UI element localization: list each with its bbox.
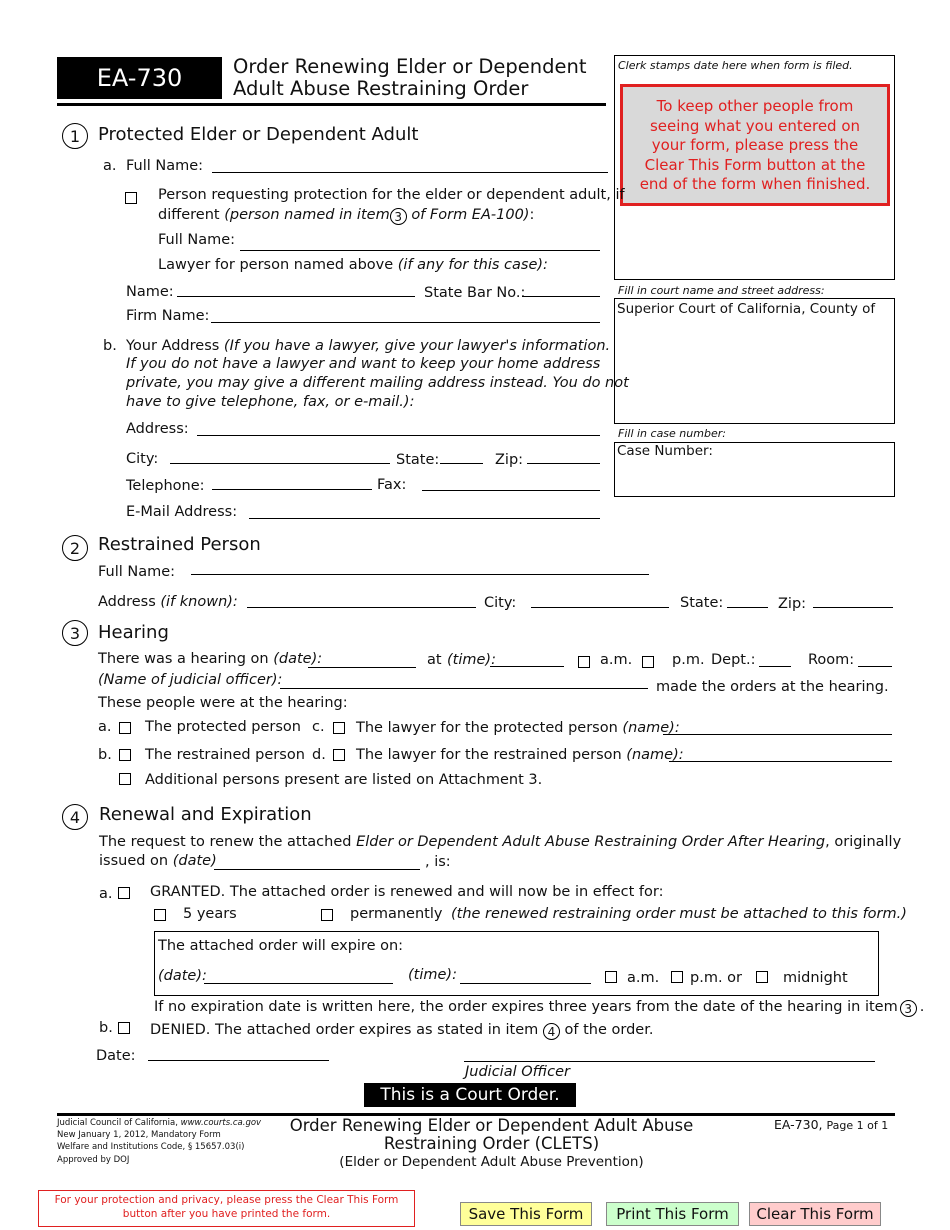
s1-address-instr-1b: (If you have a lawyer, give your lawyer's information. bbox=[223, 338, 611, 354]
s3-hearing-label-b: (date): bbox=[273, 651, 323, 667]
section-4-title: Renewal and Expiration bbox=[99, 804, 312, 825]
s1-email-input[interactable] bbox=[249, 518, 600, 519]
s1-state-input[interactable] bbox=[440, 463, 483, 464]
s3-am-label: a.m. bbox=[600, 652, 633, 668]
footer-page-number: Page 1 of 1 bbox=[826, 1119, 889, 1132]
s1-requester-form-ref: of Form EA-100) bbox=[411, 207, 530, 223]
s2-city-label: City: bbox=[484, 595, 517, 611]
s3-pm-checkbox[interactable] bbox=[642, 656, 654, 668]
s1-lawyer-name-input[interactable] bbox=[177, 296, 415, 297]
s4-issued-date-input[interactable] bbox=[214, 869, 420, 870]
s4-judicial-officer-label: Judicial Officer bbox=[465, 1064, 570, 1080]
s1-bar-no-label: State Bar No.: bbox=[424, 285, 526, 301]
s3-room-input[interactable] bbox=[858, 666, 892, 667]
s3-at-label: at bbox=[427, 652, 442, 668]
footer-left-2: New January 1, 2012, Mandatory Form bbox=[57, 1130, 221, 1140]
court-box-label: Fill in court name and street address: bbox=[618, 284, 825, 297]
s4-granted-text: The attached order is renewed and will now be in effect for: bbox=[229, 884, 664, 900]
print-form-button[interactable]: Print This Form bbox=[606, 1202, 739, 1226]
s1-fax-label: Fax: bbox=[377, 477, 407, 493]
s1-requester-item-ref: (person named in item bbox=[224, 207, 390, 223]
s3-restrained-person-label: The restrained person bbox=[145, 747, 305, 763]
section-3-title: Hearing bbox=[98, 622, 169, 643]
s4-exp-time-label: (time): bbox=[408, 967, 457, 983]
s1-lawyer-label-b: (if any for this case): bbox=[397, 257, 548, 273]
header-rule bbox=[57, 103, 606, 106]
s3-restrained-lawyer-label bbox=[356, 746, 684, 764]
s4-attach-note: (the renewed restraining order must be attached to this form.) bbox=[451, 906, 907, 922]
s3-protected-lawyer-label-a: The lawyer for the protected person bbox=[356, 720, 618, 736]
s3-hearing-label-a: There was a hearing on bbox=[98, 651, 269, 667]
footer-right bbox=[774, 1117, 888, 1134]
s4-granted-checkbox[interactable] bbox=[118, 887, 130, 899]
s3-pm-label: p.m. bbox=[672, 652, 705, 668]
s3-a-letter: a. bbox=[98, 719, 112, 735]
s4-permanently-checkbox[interactable] bbox=[321, 909, 333, 921]
s2-city-input[interactable] bbox=[531, 607, 669, 608]
s3-restrained-lawyer-label-a: The lawyer for the restrained person bbox=[356, 747, 622, 763]
s4-exp-pm-label: p.m. or bbox=[690, 970, 742, 986]
s3-judicial-officer-label: (Name of judicial officer): bbox=[98, 672, 283, 688]
s3-restrained-lawyer-label-b: (name): bbox=[626, 747, 684, 763]
s1-email-label: E-Mail Address: bbox=[126, 504, 238, 520]
form-code-box bbox=[57, 57, 222, 99]
s3-b-letter: b. bbox=[98, 747, 112, 763]
s1-lawyer-label bbox=[158, 256, 548, 274]
s2-address-label-b: (if known): bbox=[160, 594, 238, 610]
s1-address-heading: Your Address bbox=[126, 338, 220, 354]
s1-requester-full-name-label: Full Name: bbox=[158, 232, 236, 248]
s1-telephone-input[interactable] bbox=[212, 489, 372, 490]
s4-exp-midnight-label: midnight bbox=[783, 970, 848, 986]
s3-present-label: These people were at the hearing: bbox=[98, 695, 348, 711]
footer-title-1: Order Renewing Elder or Dependent Adult Abuse bbox=[289, 1116, 694, 1135]
s3-hearing-label bbox=[98, 650, 322, 668]
s4-denied-checkbox[interactable] bbox=[118, 1022, 130, 1034]
s1-state-label: State: bbox=[396, 452, 440, 468]
s4-issued-label bbox=[99, 852, 217, 870]
s4-granted-line bbox=[150, 883, 663, 901]
s2-address-label bbox=[98, 593, 238, 611]
section-1-number: 1 bbox=[62, 123, 88, 149]
s4-a-letter: a. bbox=[99, 886, 113, 902]
s4-granted-label: GRANTED. bbox=[150, 884, 226, 900]
footer-website-link[interactable]: www.courts.ca.gov bbox=[180, 1118, 262, 1128]
s3-protected-lawyer-label bbox=[356, 719, 680, 737]
s3-judicial-officer-input[interactable] bbox=[280, 688, 648, 689]
s1-lawyer-label-a: Lawyer for person named above bbox=[158, 257, 394, 273]
s1-address-instr-4: have to give telephone, fax, or e-mail.): bbox=[126, 394, 415, 410]
s2-address-input[interactable] bbox=[247, 607, 476, 608]
s4-denied-line bbox=[150, 1021, 653, 1040]
court-order-banner bbox=[364, 1083, 576, 1107]
footer-left-3: Welfare and Institutions Code, § 15657.03(i) bbox=[57, 1142, 245, 1152]
section-2-title: Restrained Person bbox=[98, 534, 261, 555]
s3-protected-person-checkbox[interactable] bbox=[119, 722, 131, 734]
s1-telephone-label: Telephone: bbox=[126, 478, 205, 494]
s1-requester-different: different bbox=[158, 207, 220, 223]
s4-b-letter: b. bbox=[99, 1020, 113, 1036]
s1-a-letter: a. bbox=[103, 158, 117, 174]
footer-title-3: (Elder or Dependent Adult Abuse Prevention) bbox=[339, 1154, 644, 1170]
footer-left-4: Approved by DOJ bbox=[57, 1155, 130, 1165]
s4-exp-pm-checkbox[interactable] bbox=[671, 971, 683, 983]
s1-address-input[interactable] bbox=[197, 435, 600, 436]
footer-left-1 bbox=[57, 1118, 261, 1129]
s1-b-letter: b. bbox=[103, 338, 117, 354]
case-number-label: Case Number: bbox=[617, 443, 713, 459]
s1-zip-label: Zip: bbox=[495, 452, 524, 468]
form-code: EA-730 bbox=[96, 64, 183, 92]
s4-request-c: , originally bbox=[825, 834, 902, 850]
s3-restrained-person-checkbox[interactable] bbox=[119, 749, 131, 761]
s4-exp-am-checkbox[interactable] bbox=[605, 971, 617, 983]
s3-protected-lawyer-label-b: (name): bbox=[622, 720, 680, 736]
s2-full-name-label: Full Name: bbox=[98, 564, 176, 580]
s4-exp-date-input[interactable] bbox=[204, 983, 393, 984]
s1-name-label: Name: bbox=[126, 284, 174, 300]
s4-issued-c: , is: bbox=[425, 854, 451, 870]
s2-zip-input[interactable] bbox=[813, 607, 893, 608]
s3-protected-lawyer-input[interactable] bbox=[663, 734, 892, 735]
s1-city-input[interactable] bbox=[170, 463, 390, 464]
s4-5-years-checkbox[interactable] bbox=[154, 909, 166, 921]
s2-state-label: State: bbox=[680, 595, 724, 611]
s1-requester-line1: Person requesting protection for the elder or dependent adult, if bbox=[158, 187, 625, 203]
bottom-privacy-text: For your protection and privacy, please press the Clear This Form button after you have printed the form. bbox=[54, 1194, 399, 1220]
bottom-privacy-notice bbox=[38, 1190, 415, 1227]
s2-state-input[interactable] bbox=[727, 607, 768, 608]
s1-address-instr-2: If you do not have a lawyer and want to keep your home address bbox=[126, 356, 601, 372]
footer-center bbox=[250, 1116, 733, 1172]
s2-zip-label: Zip: bbox=[778, 596, 807, 612]
section-1-title: Protected Elder or Dependent Adult bbox=[98, 124, 419, 145]
s4-issued-a: issued on bbox=[99, 853, 169, 869]
s4-judicial-signature-line[interactable] bbox=[464, 1061, 875, 1062]
section-2-number: 2 bbox=[62, 535, 88, 561]
case-box-label: Fill in case number: bbox=[618, 427, 726, 440]
s1-full-name-input[interactable] bbox=[212, 172, 608, 173]
s1-fax-input[interactable] bbox=[422, 490, 600, 491]
s3-restrained-lawyer-input[interactable] bbox=[669, 761, 892, 762]
form-title-line1: Order Renewing Elder or Dependent bbox=[233, 55, 587, 78]
s1-address-label: Address: bbox=[126, 421, 189, 437]
court-name-value: Superior Court of California, County of bbox=[617, 301, 876, 317]
section-4-number: 4 bbox=[62, 804, 88, 830]
s3-time-input[interactable] bbox=[490, 666, 564, 667]
s4-denied-label: DENIED. bbox=[150, 1022, 211, 1038]
s4-denied-text: The attached order expires as stated in item bbox=[215, 1022, 539, 1038]
footer-form-code: EA-730, bbox=[774, 1117, 823, 1132]
s4-request-order-name: Elder or Dependent Adult Abuse Restraining Order After Hearing bbox=[356, 834, 826, 850]
s3-additional-label: Additional persons present are listed on Attachment 3. bbox=[145, 772, 543, 788]
s3-dept-label: Dept.: bbox=[711, 652, 756, 668]
s3-dept-input[interactable] bbox=[759, 666, 791, 667]
s4-exp-date-label: (date): bbox=[158, 968, 207, 984]
s4-permanently-label: permanently bbox=[350, 906, 443, 922]
s1-requester-colon: : bbox=[529, 207, 535, 223]
s1-firm-label: Firm Name: bbox=[126, 308, 210, 324]
s4-5-years-label: 5 years bbox=[183, 906, 237, 922]
s1-firm-input[interactable] bbox=[211, 322, 600, 323]
s1-bar-no-input[interactable] bbox=[522, 296, 600, 297]
s3-c-letter: c. bbox=[312, 719, 325, 735]
s3-restrained-lawyer-checkbox[interactable] bbox=[333, 749, 345, 761]
s3-d-letter: d. bbox=[312, 747, 326, 763]
s1-requester-full-name-input[interactable] bbox=[240, 250, 600, 251]
s4-no-expiration-note bbox=[154, 998, 924, 1017]
item-3-ref-icon: 3 bbox=[900, 1000, 917, 1017]
section-3-number: 3 bbox=[62, 620, 88, 646]
s1-zip-input[interactable] bbox=[527, 463, 600, 464]
s1-requester-checkbox[interactable] bbox=[125, 192, 137, 204]
s1-requester-line2 bbox=[158, 206, 534, 225]
s4-exp-time-input[interactable] bbox=[460, 983, 591, 984]
court-order-text: This is a Court Order. bbox=[380, 1085, 560, 1105]
s4-request-line bbox=[99, 833, 901, 851]
footer-council: Judicial Council of California, bbox=[57, 1118, 178, 1128]
s3-additional-checkbox[interactable] bbox=[119, 773, 131, 785]
s4-exp-am-label: a.m. bbox=[627, 970, 660, 986]
s4-denied-of-order: of the order. bbox=[564, 1022, 654, 1038]
s1-city-label: City: bbox=[126, 451, 159, 467]
s4-exp-midnight-checkbox[interactable] bbox=[756, 971, 768, 983]
s3-protected-person-label: The protected person bbox=[145, 719, 301, 735]
s4-expire-label: The attached order will expire on: bbox=[158, 938, 404, 954]
s4-signed-date-input[interactable] bbox=[148, 1060, 329, 1061]
item-3-ref-icon: 3 bbox=[390, 208, 407, 225]
s3-time-label: (time): bbox=[447, 652, 496, 668]
s4-no-exp-text: If no expiration date is written here, the order expires three years from the date of the hearing in item bbox=[154, 999, 898, 1015]
footer-title-2: Restraining Order (CLETS) bbox=[383, 1134, 600, 1153]
s1-full-name-label: Full Name: bbox=[126, 158, 204, 174]
s3-room-label: Room: bbox=[808, 652, 855, 668]
s1-address-instr-1 bbox=[126, 337, 610, 355]
clear-form-button[interactable]: Clear This Form bbox=[749, 1202, 881, 1226]
s2-address-label-a: Address bbox=[98, 594, 156, 610]
save-form-button[interactable]: Save This Form bbox=[460, 1202, 592, 1226]
s4-no-exp-period: . bbox=[919, 999, 925, 1015]
item-4-ref-icon: 4 bbox=[543, 1023, 560, 1040]
s4-issued-b: (date) bbox=[172, 853, 217, 869]
s3-made-orders: made the orders at the hearing. bbox=[656, 679, 889, 695]
s4-date-label: Date: bbox=[96, 1048, 136, 1064]
clerk-stamp-label: Clerk stamps date here when form is filed. bbox=[618, 59, 853, 72]
form-title-line2: Adult Abuse Restraining Order bbox=[233, 77, 529, 100]
s3-am-checkbox[interactable] bbox=[578, 656, 590, 668]
privacy-notice-box bbox=[620, 84, 890, 206]
s3-hearing-date-input[interactable] bbox=[308, 667, 416, 668]
s3-protected-lawyer-checkbox[interactable] bbox=[333, 722, 345, 734]
s1-address-instr-3: private, you may give a different mailing address instead. You do not bbox=[126, 375, 629, 391]
privacy-notice: To keep other people from seeing what you entered on your form, please press the Clear This Form button at the end of the form when finished. bbox=[639, 97, 871, 193]
s4-request-a: The request to renew the attached bbox=[99, 834, 352, 850]
s2-full-name-input[interactable] bbox=[191, 574, 649, 575]
